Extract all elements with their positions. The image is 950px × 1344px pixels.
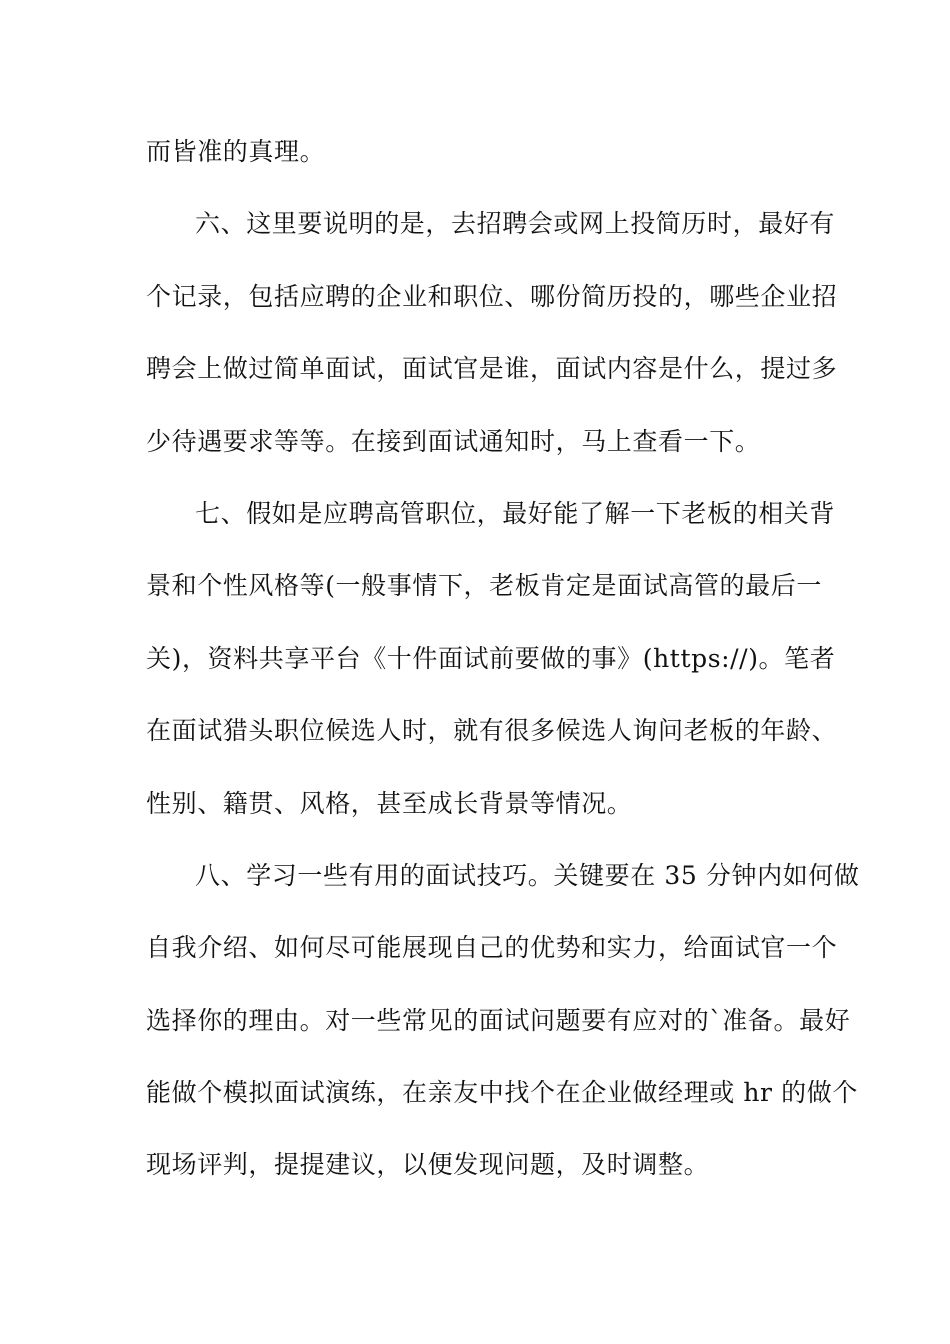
paragraph-seven-start: 七、假如是应聘高管职位，最好能了解一下老板的相关背 bbox=[195, 498, 836, 528]
text-line: 能做个模拟面试演练，在亲友中找个在企业做经理或 hr 的做个 bbox=[146, 1078, 858, 1108]
text-line: 个记录，包括应聘的企业和职位、哪份简历投的，哪些企业招 bbox=[146, 281, 838, 311]
paragraph-six-start: 六、这里要说明的是，去招聘会或网上投简历时，最好有 bbox=[195, 209, 836, 239]
text-line: 性别、籍贯、风格，甚至成长背景等情况。 bbox=[146, 788, 633, 818]
text-line: 选择你的理由。对一些常见的面试问题要有应对的`准备。最好 bbox=[146, 1005, 851, 1035]
text-line: 在面试猎头职位候选人时，就有很多候选人询问老板的年龄、 bbox=[146, 716, 838, 746]
text-line: 现场评判，提提建议，以便发现问题，及时调整。 bbox=[146, 1150, 710, 1180]
text-line: 关)，资料共享平台《十件面试前要做的事》(https://)。笔者 bbox=[146, 643, 836, 673]
text-line: 自我介绍、如何尽可能展现自己的优势和实力，给面试官一个 bbox=[146, 933, 838, 963]
document-body bbox=[146, 127, 860, 1213]
text-line: 而皆准的真理。 bbox=[146, 137, 326, 166]
text-line: 景和个性风格等(一般事情下，老板肯定是面试高管的最后一 bbox=[146, 571, 822, 601]
text-line: 少待遇要求等等。在接到面试通知时，马上查看一下。 bbox=[146, 426, 761, 456]
paragraph-eight-start: 八、学习一些有用的面试技巧。关键要在 35 分钟内如何做 bbox=[195, 860, 860, 890]
text-line: 聘会上做过简单面试，面试官是谁，面试内容是什么，提过多 bbox=[146, 354, 838, 384]
